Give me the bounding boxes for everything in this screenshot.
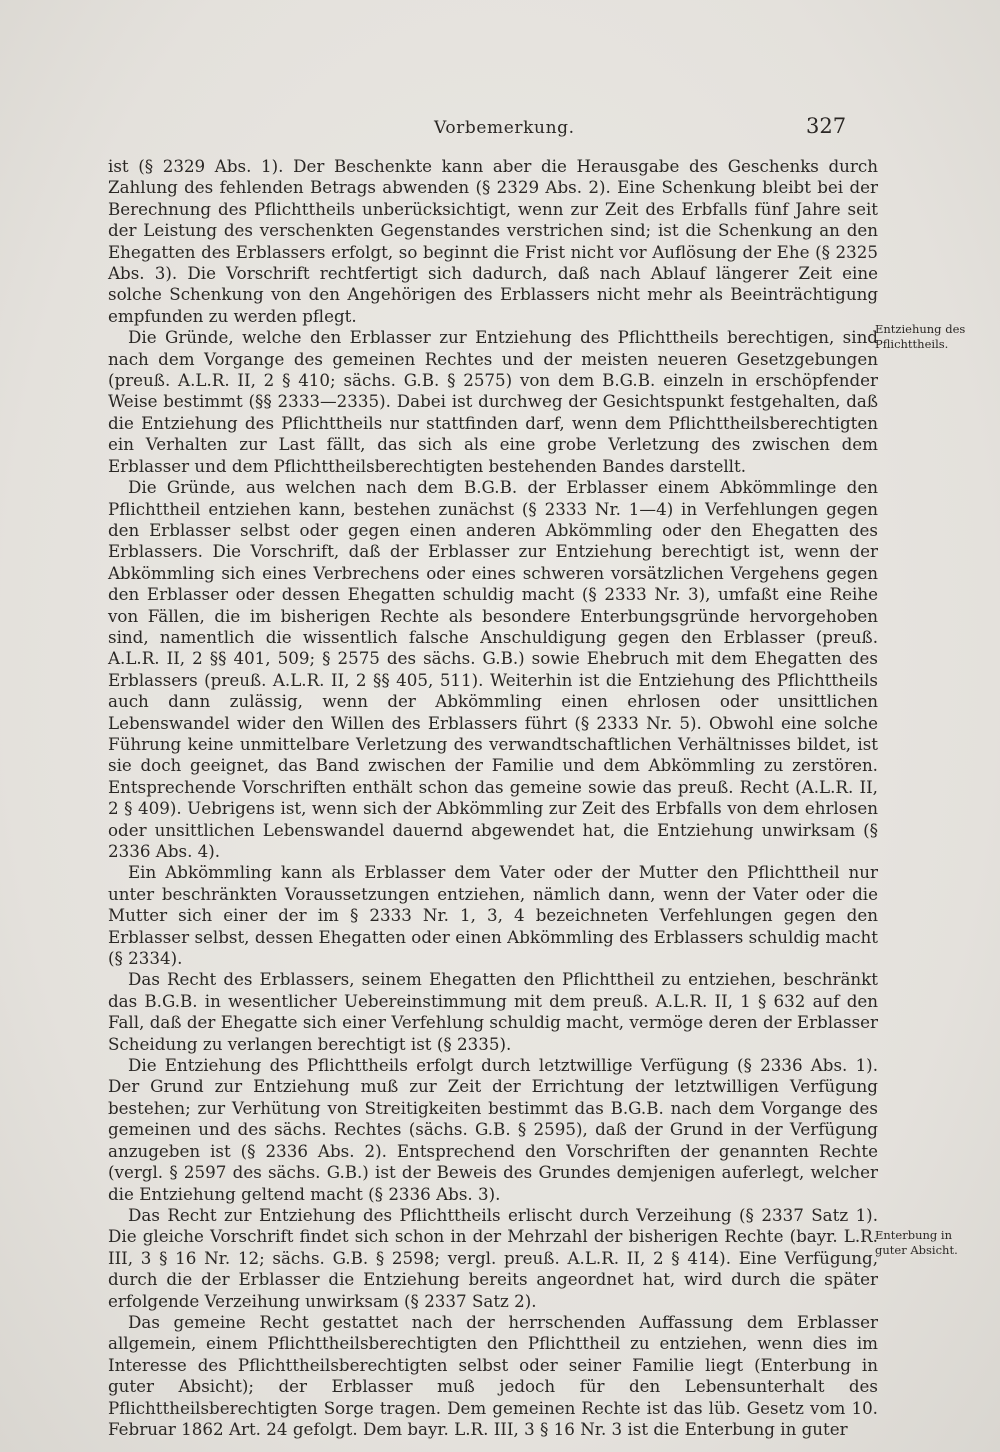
margin-note-entziehung	[875, 322, 995, 352]
margin-note-line: guter Absicht.	[875, 1243, 958, 1257]
margin-note-line: Enterbung in	[875, 1228, 953, 1242]
paragraph: Die Gründe, welche den Erblasser zur Entziehung des Pflichttheils berechtigen, sind nach dem Vorgange des gemeinen Rechtes und der meisten neueren Gesetzgebungen (preuß. A.L.R. II, 2 § 410; sächs. G.B. § 2575) von dem B.G.B. einzeln in erschöpfender Weise bestimmt (§§ 2333—2335). Dabei ist durchweg der Gesichtspunkt festgehalten, daß die Entziehung des Pflichttheils nur stattfinden darf, wenn dem Pflichttheilsberechtigten ein Verhalten zur Last fällt, das sich als eine grobe Verletzung des zwischen dem Erblasser und dem Pflichttheilsberechtigten bestehenden Bandes darstellt.	[108, 327, 878, 476]
paragraph: Ein Abkömmling kann als Erblasser dem Vater oder der Mutter den Pflichttheil nur unter beschränkten Voraussetzungen entziehen, nämlich dann, wenn der Vater oder die Mutter sich einer der im § 2333 Nr. 1, 3, 4 bezeichneten Verfehlungen gegen den Erblasser selbst, dessen Ehegatten oder einen Abkömmling des Erblassers schuldig macht (§ 2334).	[108, 862, 878, 969]
paragraph: Die Gründe, aus welchen nach dem B.G.B. der Erblasser einem Abkömmlinge den Pflichttheil entziehen kann, bestehen zunächst (§ 2333 Nr. 1—4) in Verfehlungen gegen den Erblasser selbst oder gegen einen anderen Abkömmling oder den Ehegatten des Erblassers. Die Vorschrift, daß der Erblasser zur Entziehung berechtigt ist, wenn der Abkömmling sich eines Verbrechens oder eines schweren vorsätzlichen Vergehens gegen den Erblasser oder dessen Ehegatten schuldig macht (§ 2333 Nr. 3), umfaßt eine Reihe von Fällen, die im bisherigen Rechte als besondere Enterbungsgründe hervorgehoben sind, namentlich die wissentlich falsche Anschuldigung gegen den Erblasser (preuß. A.L.R. II, 2 §§ 401, 509; § 2575 des sächs. G.B.) sowie Ehebruch mit dem Ehegatten des Erblassers (preuß. A.L.R. II, 2 §§ 405, 511). Weiterhin ist die Entziehung des Pflichttheils auch dann zulässig, wenn der Abkömmling einen ehrlosen oder unsittlichen Lebenswandel wider den Willen des Erblassers führt (§ 2333 Nr. 5). Obwohl eine solche Führung keine unmittelbare Verletzung des verwandtschaftlichen Verhältnisses bildet, ist sie doch geeignet, das Band zwischen der Familie und dem Abkömmling zu zerstören. Entsprechende Vorschriften enthält schon das gemeine sowie das preuß. Recht (A.L.R. II, 2 § 409). Uebrigens ist, wenn sich der Abkömmling zur Zeit des Erbfalls von dem ehrlosen oder unsittlichen Lebenswandel dauernd abgewendet hat, die Entziehung unwirksam (§ 2336 Abs. 4).	[108, 477, 878, 861]
paragraph: Die Entziehung des Pflichttheils erfolgt durch letztwillige Verfügung (§ 2336 Abs. 1). Der Grund zur Entziehung muß zur Zeit der Errichtung der letztwilligen Verfügung bestehen; zur Verhütung von Streitigkeiten bestimmt das B.G.B. nach dem Vorgange des gemeinen und des sächs. Rechtes (sächs. G.B. § 2595), daß der Grund in der Verfügung anzugeben ist (§ 2336 Abs. 2). Entsprechend den Vorschriften der genannten Rechte (vergl. § 2597 des sächs. G.B.) ist der Beweis des Grundes demjenigen auferlegt, welcher die Entziehung geltend macht (§ 2336 Abs. 3).	[108, 1055, 878, 1204]
paragraph: Das Recht des Erblassers, seinem Ehegatten den Pflichttheil zu entziehen, beschränkt das B.G.B. in wesentlicher Uebereinstimmung mit dem preuß. A.L.R. II, 1 § 632 auf den Fall, daß der Ehegatte sich einer Verfehlung schuldig macht, vermöge deren der Erblasser Scheidung zu verlangen berechtigt ist (§ 2335).	[108, 969, 878, 1054]
body-text	[108, 156, 878, 1440]
paragraph: ist (§ 2329 Abs. 1). Der Beschenkte kann aber die Herausgabe des Geschenks durch Zahlung des fehlenden Betrags abwenden (§ 2329 Abs. 2). Eine Schenkung bleibt bei der Berechnung des Pflichttheils unberücksichtigt, wenn zur Zeit des Erbfalls fünf Jahre seit der Leistung des verschenkten Gegenstandes verstrichen sind; ist die Schenkung an den Ehegatten des Erblassers erfolgt, so beginnt die Frist nicht vor Auflösung der Ehe (§ 2325 Abs. 3). Die Vorschrift rechtfertigt sich dadurch, daß nach Ablauf längerer Zeit eine solche Schenkung von den Angehörigen des Erblassers nicht mehr als Beeinträchtigung empfunden zu werden pflegt.	[108, 156, 878, 326]
paragraph: Das Recht zur Entziehung des Pflichttheils erlischt durch Verzeihung (§ 2337 Satz 1). Die gleiche Vorschrift findet sich schon in der Mehrzahl der bisherigen Rechte (bayr. L.R. III, 3 § 16 Nr. 12; sächs. G.B. § 2598; vergl. preuß. A.L.R. II, 2 § 414). Eine Verfügung, durch die der Erblasser die Entziehung bereits angeordnet hat, wird durch die später erfolgende Verzeihung unwirksam (§ 2337 Satz 2).	[108, 1204, 878, 1311]
paragraph: Das gemeine Recht gestattet nach der herrschenden Auffassung dem Erblasser allgemein, einem Pflichttheilsberechtigten den Pflichttheil zu entziehen, wenn dies im Interesse des Pflichttheilsberechtigten selbst oder seiner Familie liegt (Enterbung in guter Absicht); der Erblasser muß jedoch für den Lebensunterhalt des Pflichttheilsberechtigten Sorge tragen. Dem gemeinen Rechte ist das lüb. Gesetz vom 10. Februar 1862 Art. 24 gefolgt. Dem bayr. L.R. III, 3 § 16 Nr. 3 ist die Enterbung in guter	[108, 1311, 878, 1439]
page-number: 327	[806, 114, 847, 138]
margin-note-line: Entziehung des	[875, 322, 966, 336]
page-header	[0, 114, 1000, 144]
margin-note-line: Pflichttheils.	[875, 337, 949, 351]
running-head: Vorbemerkung.	[434, 118, 575, 138]
margin-note-enterbung	[875, 1228, 995, 1258]
